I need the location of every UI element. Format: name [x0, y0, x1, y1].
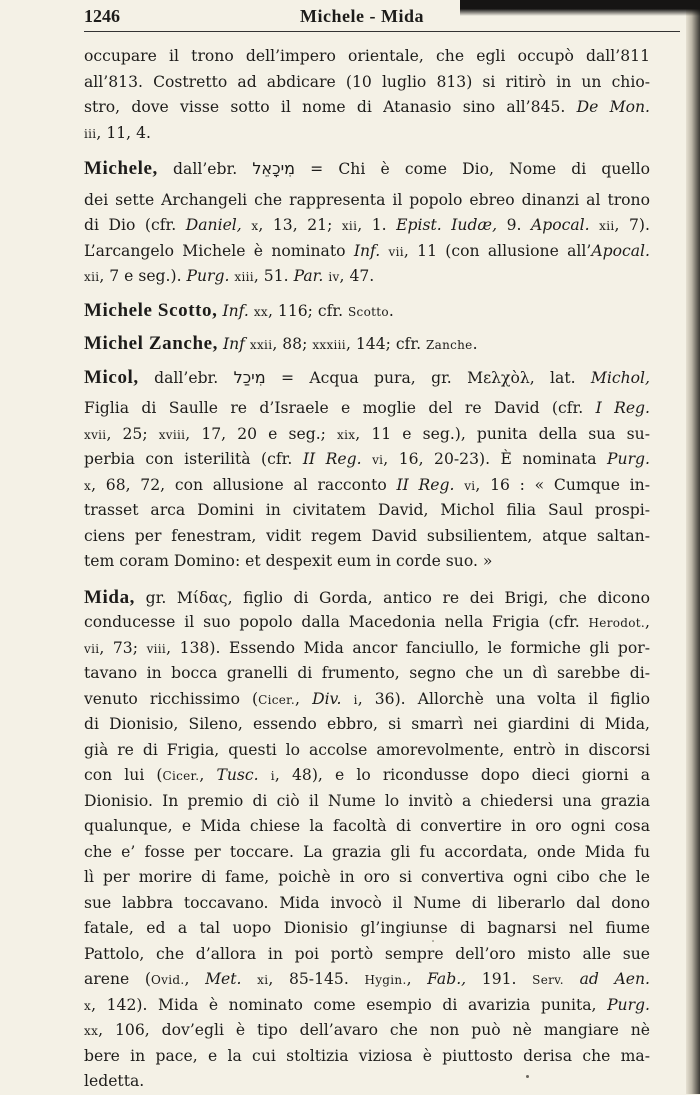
text-run: , — [199, 766, 217, 784]
text-run — [454, 476, 464, 494]
text-line — [84, 585, 650, 611]
small-caps-reference: Cicer. — [162, 769, 200, 783]
small-caps-reference: x — [84, 478, 92, 493]
text-line — [84, 1044, 650, 1070]
text-line — [84, 636, 650, 662]
small-caps-reference: xii — [341, 219, 358, 233]
small-caps-reference: Herodot. — [588, 616, 646, 630]
italic-reference: Michol, — [590, 368, 650, 387]
text-run: , — [295, 689, 313, 708]
small-caps-reference: vi — [372, 453, 384, 467]
text-run: , 68, 72, con allusione al racconto — [91, 475, 397, 494]
text-run: = Acqua pura, gr. Μελχὸλ, lat. — [265, 368, 591, 387]
italic-reference: Purg. — [607, 450, 650, 468]
text-run — [242, 216, 252, 234]
small-caps-reference: iii — [84, 126, 97, 141]
text-line — [84, 1069, 650, 1095]
small-caps-reference: xvii — [84, 427, 107, 442]
text-line — [84, 549, 650, 575]
text-run: , 7). — [614, 216, 650, 234]
text-run: , 16, 20-23). È nominata — [383, 450, 608, 468]
text-run: Figlia di Saulle re d’Israele e moglie del re David (cfr. — [84, 399, 596, 417]
text-line — [84, 840, 650, 866]
italic-reference: Inf. — [222, 301, 249, 320]
text-run: , 142). Mida è nominato come esempio di avarizia punita, — [91, 995, 608, 1014]
text-run: , 48), e lo ricondusse dopo dieci giorni a — [274, 766, 650, 784]
text-run: , 88; — [272, 335, 313, 353]
text-run: , 73; — [99, 638, 147, 657]
paper-speck — [432, 940, 434, 942]
text-line — [84, 121, 650, 147]
text-line — [84, 298, 650, 324]
small-caps-reference: i — [270, 769, 275, 783]
paper-speck — [526, 1075, 529, 1078]
text-line — [84, 188, 650, 214]
text-line — [84, 814, 650, 840]
small-caps-reference: vi — [464, 478, 476, 493]
text-line — [84, 610, 650, 636]
text-run: . — [472, 335, 478, 353]
small-caps-reference: iv — [328, 270, 340, 284]
text-line — [84, 763, 650, 789]
text-run: , 13, 21; — [258, 216, 342, 234]
italic-reference: Tusc. — [216, 766, 259, 784]
text-run: sue labbra toccavano. Mida invocò il Nume di liberarlo dal dono — [84, 893, 650, 912]
text-run: , — [406, 970, 428, 988]
text-run — [564, 970, 580, 988]
text-run: , — [184, 970, 206, 988]
text-run: conducesse il suo popolo dalla Macedonia nella Frigia (cfr. — [84, 613, 589, 631]
text-line — [84, 712, 650, 738]
text-line — [84, 264, 650, 290]
entry-headword: Micol, — [84, 366, 139, 388]
text-run: L’arcangelo Michele è nominato — [84, 241, 354, 260]
text-run: ledetta. — [84, 1072, 145, 1090]
text-line — [84, 156, 650, 182]
text-run: ciens per fenestram, vidit regem David subsilientem, atque saltan- — [84, 526, 650, 545]
text-run: di Dio (cfr. — [84, 216, 186, 234]
small-caps-reference: viii — [146, 641, 167, 656]
small-caps-reference: xii — [599, 219, 615, 233]
text-run: , 85-145. — [268, 970, 365, 988]
text-run — [259, 766, 271, 784]
text-run: gr. Μίδας, figlio di Gorda, antico re dei Brigi, che dicono — [135, 588, 650, 607]
text-run: venuto ricchissimo ( — [84, 689, 259, 708]
text-line — [84, 738, 650, 764]
text-run: , 17, 20 e seg.; — [185, 424, 338, 443]
italic-reference: II Reg. — [396, 475, 455, 494]
text-run: , 116; cfr. — [267, 301, 349, 320]
italic-reference: Div. — [312, 689, 342, 708]
italic-reference: De Mon. — [576, 98, 650, 116]
small-caps-reference: vii — [388, 244, 404, 259]
hebrew-word: מִיכָאֵל — [252, 159, 296, 178]
text-line — [84, 239, 650, 265]
italic-reference: Fab., — [427, 970, 467, 988]
text-run — [590, 216, 600, 234]
text-line — [84, 865, 650, 891]
small-caps-reference: Hygin. — [364, 973, 407, 987]
text-run: , 11 e seg.), punita della sua su- — [355, 424, 650, 443]
text-run: . — [388, 301, 394, 320]
entry-headword: Michel Zanche, — [84, 333, 218, 354]
header-rule — [84, 31, 680, 32]
text-line — [84, 524, 650, 550]
text-run: , 144; cfr. — [345, 335, 426, 353]
hebrew-word: מִיכַל — [233, 367, 266, 387]
text-run: già re di Frigia, questi lo accolse amorevolmente, entrò in discorsi — [84, 740, 650, 759]
text-line — [84, 473, 650, 499]
text-run: lì per morire di fame, poichè in oro si convertiva ogni cibo che le — [84, 868, 650, 886]
text-run: , 11 (con allusione all’ — [403, 241, 592, 260]
italic-reference: Apocal. — [531, 216, 590, 234]
text-run: tem coram Domino: et despexit eum in corde suo. » — [84, 552, 493, 570]
text-run — [380, 242, 388, 260]
italic-reference: II Reg. — [302, 450, 362, 468]
text-line — [84, 331, 650, 357]
page-edge-shadow — [686, 0, 700, 1094]
text-run: , 7 e seg.). — [99, 267, 187, 285]
entry-headword: Mida, — [84, 586, 136, 608]
text-line — [84, 942, 650, 968]
page-header — [84, 6, 680, 32]
small-caps-reference: Serv. — [532, 973, 564, 987]
italic-reference: Inf — [222, 335, 245, 353]
text-run: arene ( — [84, 970, 151, 988]
text-line — [84, 993, 650, 1019]
text-run: , 11, 4. — [96, 123, 151, 142]
small-caps-reference: xviii — [158, 427, 186, 442]
text-run: Pattolo, che d’allora in poi portò sempre dell’oro misto alle sue — [84, 944, 650, 963]
italic-reference: Purg. — [607, 995, 650, 1014]
text-run: , 25; — [106, 424, 159, 443]
page-number: 1246 — [84, 6, 120, 26]
small-caps-reference: xii — [84, 270, 100, 284]
text-run: tavano in bocca granelli di frumento, segno che un dì sarebbe di- — [84, 664, 650, 682]
text-line — [84, 1018, 650, 1044]
text-run — [362, 450, 373, 468]
body-text — [84, 44, 650, 1095]
text-run: perbia con isterilità (cfr. — [84, 450, 303, 468]
text-run: , 47. — [339, 267, 375, 285]
text-line — [84, 396, 650, 422]
text-run: stro, dove visse sotto il nome di Atanasio sino all’845. — [84, 98, 577, 116]
small-caps-reference: xiii — [234, 270, 254, 284]
small-caps-reference: Cicer. — [258, 692, 296, 707]
text-run: , — [645, 613, 650, 631]
text-line — [84, 422, 650, 448]
entry-headword: Michele, — [84, 158, 158, 179]
small-caps-reference: i — [353, 692, 358, 707]
small-caps-reference: Scotto — [348, 304, 389, 319]
small-caps-reference: xi — [257, 973, 269, 987]
text-run: trasset arca Domini in civitatem David, Michol filia Saul prospi- — [84, 501, 650, 519]
text-run: bere in pace, e la cui stoltizia viziosa è piuttosto derisa che ma- — [84, 1046, 650, 1065]
text-run: 191. — [466, 970, 533, 988]
italic-reference: Inf. — [353, 241, 381, 260]
small-caps-reference: Ovid. — [151, 973, 185, 987]
text-run: dei sette Archangeli che rappresenta il popolo ebreo dinanzi al trono — [84, 190, 650, 209]
text-run: 9. — [497, 216, 532, 234]
italic-reference: Par. — [293, 267, 324, 285]
italic-reference: Daniel, — [185, 216, 242, 234]
text-run: con lui ( — [84, 766, 163, 784]
italic-reference: Purg. — [186, 267, 230, 285]
text-line — [84, 789, 650, 815]
text-run: dall’ebr. — [157, 160, 253, 178]
text-run — [241, 970, 257, 988]
italic-reference: Met. — [205, 970, 242, 988]
text-run: , 1. — [357, 216, 397, 234]
text-line — [84, 967, 650, 993]
text-run: = Chi è come Dio, Nome di quello — [295, 160, 650, 178]
small-caps-reference: xix — [337, 427, 356, 442]
text-line — [84, 365, 650, 391]
text-run: , 106, dov’egli è tipo dell’avaro che non può nè mangiare nè — [98, 1021, 650, 1039]
small-caps-reference: vii — [84, 641, 100, 656]
entry-headword: Michele Scotto, — [84, 299, 218, 321]
small-caps-reference: Zanche — [425, 338, 473, 352]
text-run: all’813. Costretto ad abdicare (10 luglio 813) si ritirò in un chio- — [84, 72, 650, 91]
small-caps-reference: xx — [253, 304, 268, 319]
text-run: , 138). Essendo Mida ancor fanciullo, le formiche gli por- — [166, 638, 650, 657]
text-run: di Dionisio, Sileno, essendo ebbro, si smarrì nei giardini di Mida, — [84, 715, 650, 733]
italic-reference: I Reg. — [595, 399, 650, 417]
text-line — [84, 95, 650, 121]
text-run: fatale, ed a tal uopo Dionisio gl’ingiunse di bagnarsi nel fiume — [84, 919, 650, 937]
text-line — [84, 44, 650, 70]
text-run: dall’ebr. — [138, 368, 234, 387]
small-caps-reference: xx — [84, 1024, 99, 1038]
small-caps-reference: x — [251, 219, 259, 233]
italic-reference: ad Aen. — [579, 970, 650, 988]
small-caps-reference: xxxiii — [312, 338, 346, 352]
text-run: occupare il trono dell’impero orientale, che egli occupò dall’811 — [84, 47, 650, 65]
text-line — [84, 687, 650, 713]
text-line — [84, 498, 650, 524]
text-run: Dionisio. In premio di ciò il Nume lo invitò a chiedersi una grazia — [84, 791, 650, 810]
text-line — [84, 213, 650, 239]
italic-reference: Apocal. — [591, 241, 650, 260]
text-run — [341, 690, 353, 708]
text-run: , 36). Allorchè una volta il figlio — [357, 689, 650, 708]
text-line — [84, 447, 650, 473]
running-head: Michele - Mida — [300, 6, 424, 26]
italic-reference: Epist. Iudæ, — [396, 216, 498, 234]
small-caps-reference: xxii — [249, 338, 273, 352]
text-line — [84, 916, 650, 942]
text-line — [84, 891, 650, 917]
text-run: qualunque, e Mida chiese la facoltà di convertire in oro ogni cosa — [84, 817, 650, 835]
text-run: che e’ fosse per toccare. La grazia gli fu accordata, onde Mida fu — [84, 842, 650, 861]
small-caps-reference: x — [84, 998, 92, 1013]
text-line — [84, 70, 650, 96]
text-run: , 51. — [253, 267, 294, 285]
text-run: , 16 : « Cumque in- — [475, 475, 650, 494]
text-line — [84, 661, 650, 687]
